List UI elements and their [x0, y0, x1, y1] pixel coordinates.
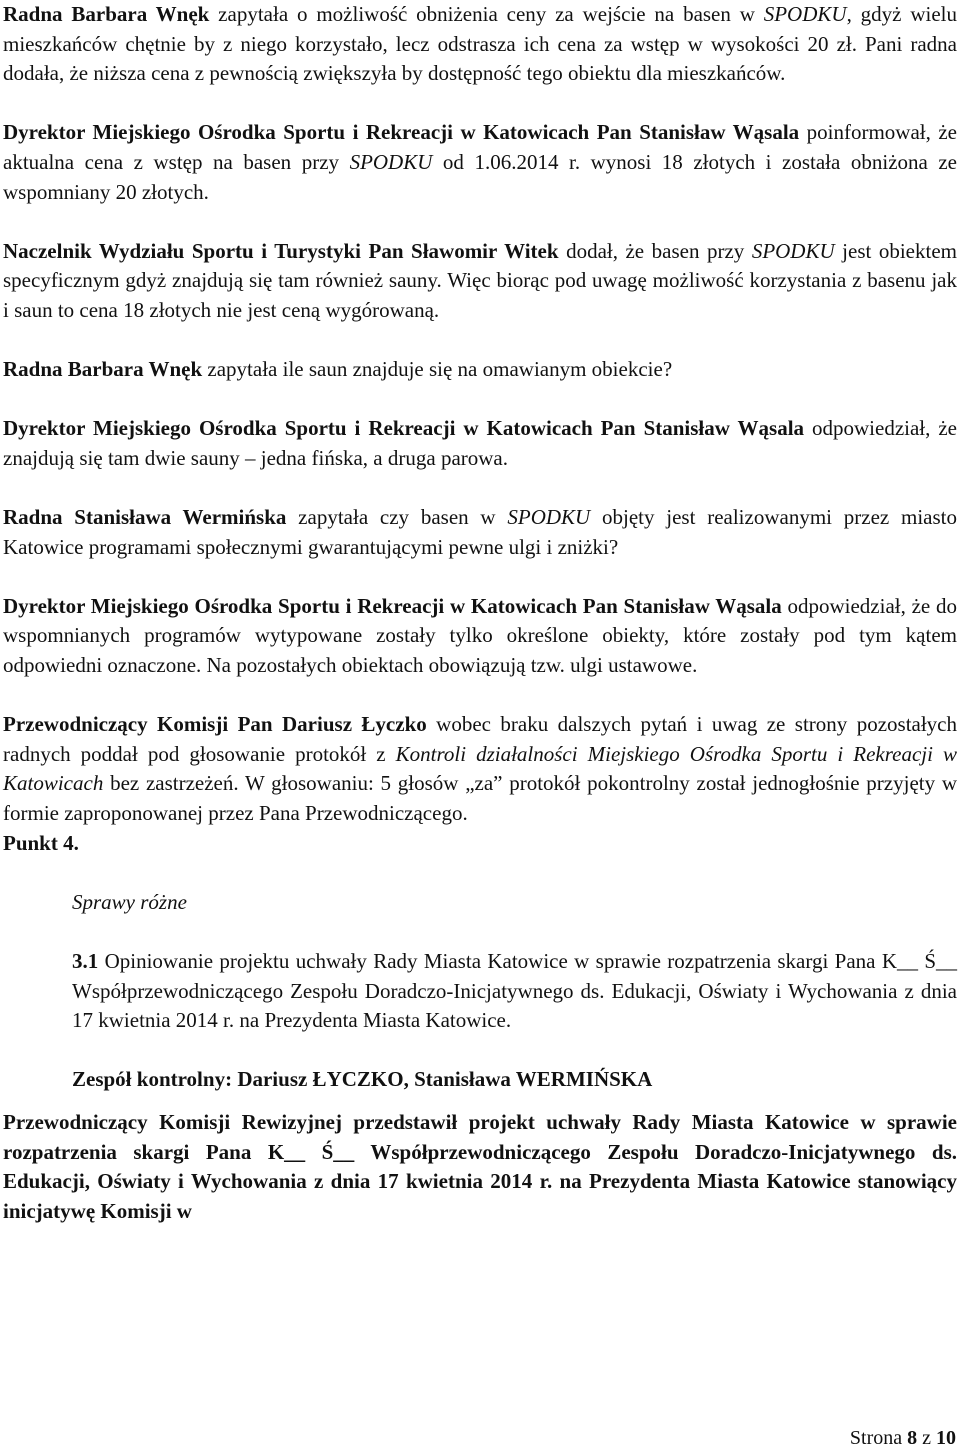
- speaker-name: Radna Barbara Wnęk: [3, 2, 210, 26]
- paragraph-text: od 1.06.2014 r. wynosi 18 złotych i została obniżona ze wspomniany 20 złotych.: [3, 149, 958, 204]
- paragraph-text: dodał, że basen przy: [558, 238, 752, 263]
- speaker-name: Przewodniczący Komisji Pan Dariusz Łyczko: [3, 712, 427, 737]
- paragraph-witek-saunas: [3, 237, 957, 326]
- spodku-name: SPODKU: [751, 238, 835, 263]
- protocol-title: Kontroli działalności Miejskiego Ośrodka Sportu i Rekreacji w Katowicach: [3, 741, 957, 796]
- speaker-name: Dyrektor Miejskiego Ośrodka Sportu i Rekreacji w Katowicach Pan Stanisław Wąsala: [3, 593, 782, 618]
- spodku-name: SPODKU: [507, 505, 591, 530]
- paragraph-text: zapytała o możliwość obniżenia ceny za wejście na basen w: [209, 2, 764, 26]
- agenda-item-number: 3.1: [72, 949, 99, 973]
- paragraph-text: zapytała ile saun znajduje się na omawianym obiekcie?: [202, 357, 673, 382]
- paragraph-wnek-question: [3, 0, 957, 89]
- page-number: [850, 1425, 956, 1451]
- paragraph-commission-chair: Przewodniczący Komisji Rewizyjnej przedstawił projekt uchwały Rady Miasta Katowice w sprawie rozpatrzenia skargi Pana K__ Ś__ Współprzewodniczącego Zespołu Doradczo-Inicjatywnego ds. Edukacji, Oświaty i Wychowania z dnia 17 kwietnia 2014 r. na Prezydenta Miasta Katowice stanowiący inicjatywę Komisji w: [3, 1109, 957, 1223]
- speaker-name: Radna Stanisława Wermińska: [3, 505, 287, 530]
- paragraph-wasala-programs: [3, 592, 957, 681]
- paragraph-text: , gdyż wielu mieszkańców chętnie by z niego korzystało, lecz odstrasza ich cena za wstęp w wysokości 20 zł. Pani radna dodała, że niższa cena z pewnością zwiększyła by dostępność tego obiektu dla mieszkańców.: [3, 2, 957, 86]
- speaker-name: Dyrektor Miejskiego Ośrodka Sportu i Rekreacji w Katowicach Pan Stanisław Wąsala: [3, 416, 805, 441]
- control-team: Zespół kontrolny: Dariusz ŁYCZKO, Stanisława WERMIŃSKA: [72, 1067, 653, 1092]
- page-number-current: 8: [907, 1427, 918, 1449]
- paragraph-text: zapytała czy basen w: [286, 505, 508, 530]
- section-subtitle: Sprawy różne: [72, 889, 187, 914]
- paragraph-text: jest obiektem specyficznym gdyż znajdują się tam również sauny. Więc biorąc pod uwagę możliwość korzystania z basenu jak i saun to cena 18 złotych nie jest ceną wygórowaną.: [3, 238, 957, 322]
- document-page: [3, 0, 957, 1226]
- paragraph-text: odpowiedział, że znajdują się tam dwie sauny – jedna fińska, a druga parowa.: [3, 416, 957, 470]
- paragraph-wnek-sauna-count: [3, 355, 957, 385]
- spodku-name: SPODKU: [763, 2, 847, 26]
- paragraph-wasala-price: [3, 118, 957, 207]
- page-number-total: 10: [936, 1427, 956, 1449]
- paragraph-text: bez zastrzeżeń. W głosowaniu: 5 głosów „za” protokół pokontrolny został jednogłośnie przyjęty w formie zaproponowanej przez Pana Przewodniczącego.: [3, 771, 957, 826]
- paragraph-text: odpowiedział, że do wspomnianych programów wytypowane zostały tylko określone obiekty, które zostały pod tym kątem odpowiedni oznaczone. Na pozostałych obiektach obowiązują tzw. ulgi ustawowe.: [3, 593, 957, 678]
- paragraph-werminska-question: [3, 503, 957, 562]
- speaker-name: Radna Barbara Wnęk: [3, 357, 203, 382]
- paragraph-text: wobec braku dalszych pytań i uwag ze strony pozostałych radnych poddał pod głosowanie protokół z: [3, 712, 957, 766]
- speaker-name: Dyrektor Miejskiego Ośrodka Sportu i Rekreacji w Katowicach Pan Stanisław Wąsala: [3, 120, 800, 145]
- paragraph-text: objęty jest realizowanymi przez miasto Katowice programami społecznymi gwarantującymi pewne ulgi i zniżki?: [3, 505, 957, 559]
- page-number-label: Strona: [849, 1427, 908, 1449]
- section-heading: Punkt 4.: [3, 830, 79, 855]
- agenda-item-text: Opiniowanie projektu uchwały Rady Miasta Katowice w sprawie rozpatrzenia skargi Pana K__ Ś__ Współprzewodniczącego Zespołu Doradczo-Inicjatywnego ds. Edukacji, Oświaty i Wychowania z dnia 17 kwietnia 2014 r. na Prezydenta Miasta Katowice.: [72, 949, 957, 1033]
- agenda-item: [72, 947, 957, 1036]
- page-number-separator: z: [917, 1427, 936, 1449]
- section-body: [72, 888, 957, 1095]
- speaker-name: Naczelnik Wydziału Sportu i Turystyki Pan Sławomir Witek: [3, 238, 559, 263]
- paragraph-text: poinformował, że aktualna cena z wstęp na basen przy: [3, 120, 957, 174]
- spodku-name: SPODKU: [349, 149, 433, 174]
- paragraph-lyczko-vote: [3, 710, 957, 828]
- paragraph-wasala-saunas: [3, 414, 957, 473]
